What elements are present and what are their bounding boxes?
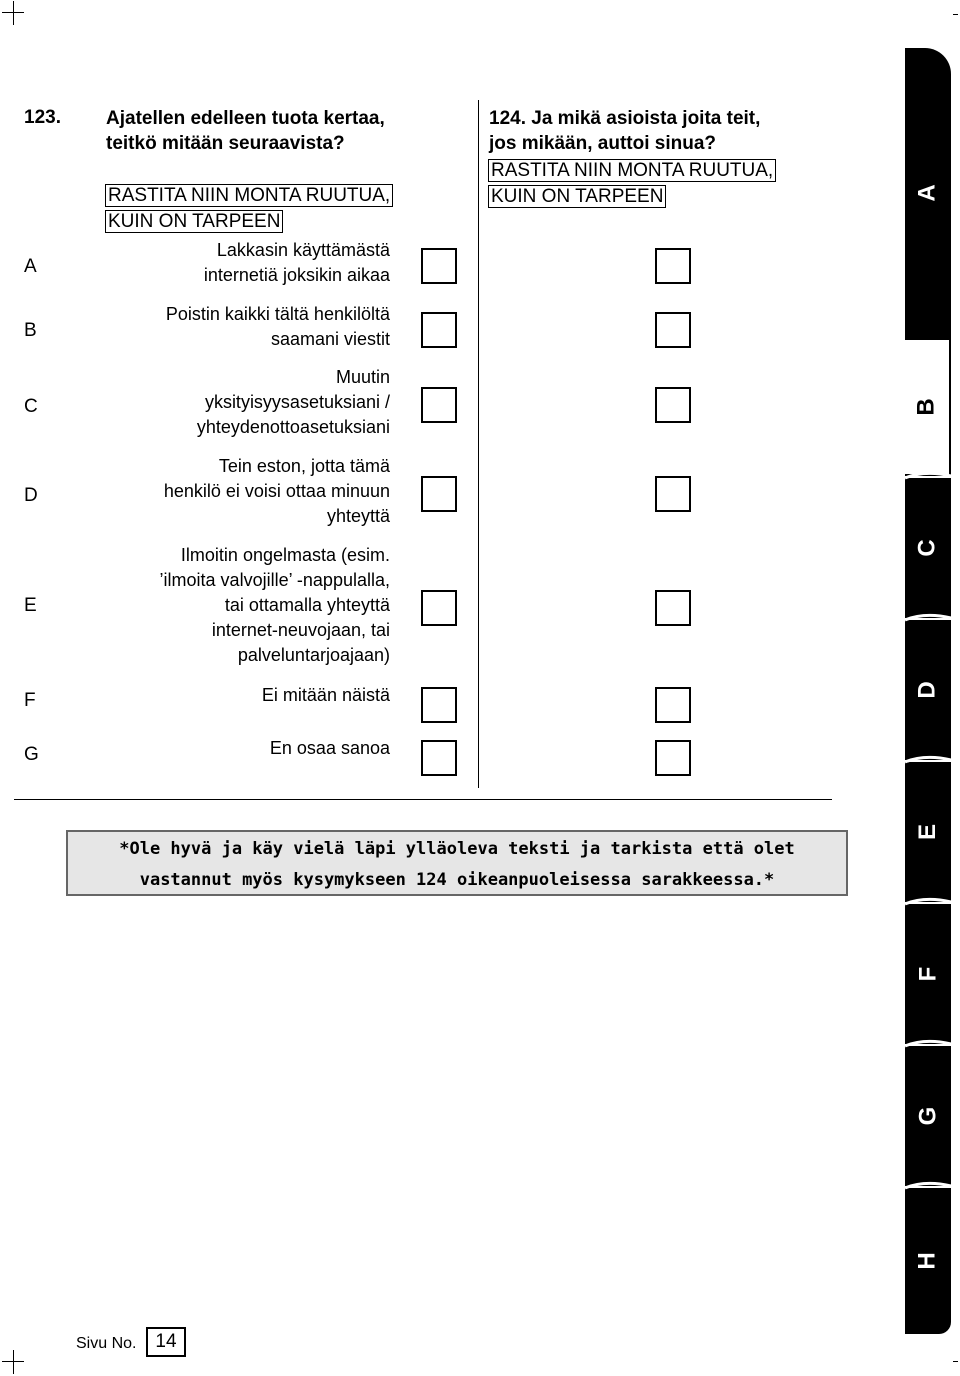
q124-checkbox-e[interactable] <box>655 590 691 626</box>
q123-checkbox-b[interactable] <box>421 312 457 348</box>
option-letter-e: E <box>24 595 37 616</box>
reminder-notice: *Ole hyvä ja käy vielä läpi ylläoleva teksti ja tarkista että olet vastannut myös kysymykseen 124 oikeanpuoleisessa sarakkeessa.* <box>66 830 848 896</box>
q124-checkbox-c[interactable] <box>655 387 691 423</box>
side-tab-a[interactable]: A <box>905 48 951 338</box>
option-c-label: Muutin yksityisyysasetuksiani / yhteydenottoasetuksiani <box>196 367 390 437</box>
page-label: Sivu No. <box>76 1335 137 1352</box>
side-tab-f[interactable]: F <box>905 904 951 1044</box>
q124-checkbox-f[interactable] <box>655 687 691 723</box>
q123-checkbox-g[interactable] <box>421 740 457 776</box>
option-letter-d: D <box>24 485 38 506</box>
crop-mark-bottom-left-v <box>13 1350 14 1374</box>
question-123-title-line1: Ajatellen edelleen tuota kertaa, <box>106 108 385 129</box>
question-124-instruction-line1: RASTITA NIIN MONTA RUUTUA, <box>488 158 776 183</box>
side-tab-b[interactable]: B <box>905 338 951 476</box>
option-d-label: Tein eston, jotta tämä henkilö ei voisi ottaa minuun yhteyttä <box>163 456 390 526</box>
question-124-title-line2: jos mikään, auttoi sinua? <box>489 133 716 154</box>
page-number: 14 <box>146 1327 186 1357</box>
side-tab-d[interactable]: D <box>905 620 951 760</box>
q124-checkbox-b[interactable] <box>655 312 691 348</box>
option-letter-f: F <box>24 690 36 711</box>
side-tab-e[interactable]: E <box>905 762 951 902</box>
option-b-label: Poistin kaikki tältä henkilöltä saamani viestit <box>165 304 390 349</box>
option-e-label: Ilmoitin ongelmasta (esim. ’ilmoita valvojille’ -nappulalla, tai ottamalla yhteyttä internet-neuvojaan, tai palveluntarjoajaan) <box>159 545 390 665</box>
question-123-instruction-line2: KUIN ON TARPEEN <box>105 209 283 234</box>
section-divider <box>14 799 832 800</box>
crop-mark-top-left-v <box>13 1 14 25</box>
q123-checkbox-c[interactable] <box>421 387 457 423</box>
q124-checkbox-a[interactable] <box>655 248 691 284</box>
q123-checkbox-e[interactable] <box>421 590 457 626</box>
side-tab-c[interactable]: C <box>905 478 951 618</box>
q124-checkbox-g[interactable] <box>655 740 691 776</box>
option-letter-a: A <box>24 256 37 277</box>
side-tab-g[interactable]: G <box>905 1046 951 1186</box>
question-123-number: 123. <box>24 107 61 128</box>
q123-checkbox-a[interactable] <box>421 248 457 284</box>
q124-checkbox-d[interactable] <box>655 476 691 512</box>
option-f-label: Ei mitään näistä <box>261 685 390 705</box>
side-tab-h[interactable]: H <box>905 1188 951 1334</box>
option-letter-b: B <box>24 320 37 341</box>
question-123-title-line2: teitkö mitään seuraavista? <box>106 133 345 154</box>
option-letter-g: G <box>24 744 39 765</box>
question-124-instruction-line2: KUIN ON TARPEEN <box>488 184 666 209</box>
column-divider <box>478 100 479 788</box>
option-letter-c: C <box>24 396 38 417</box>
option-g-label: En osaa sanoa <box>269 738 390 758</box>
question-124-title-line1: 124. Ja mikä asioista joita teit, <box>489 108 761 129</box>
side-tab-separators <box>905 0 955 1376</box>
q123-checkbox-f[interactable] <box>421 687 457 723</box>
q123-checkbox-d[interactable] <box>421 476 457 512</box>
option-a-label: Lakkasin käyttämästä internetiä joksikin aikaa <box>203 240 390 285</box>
question-123-instruction-line1: RASTITA NIIN MONTA RUUTUA, <box>105 183 393 208</box>
